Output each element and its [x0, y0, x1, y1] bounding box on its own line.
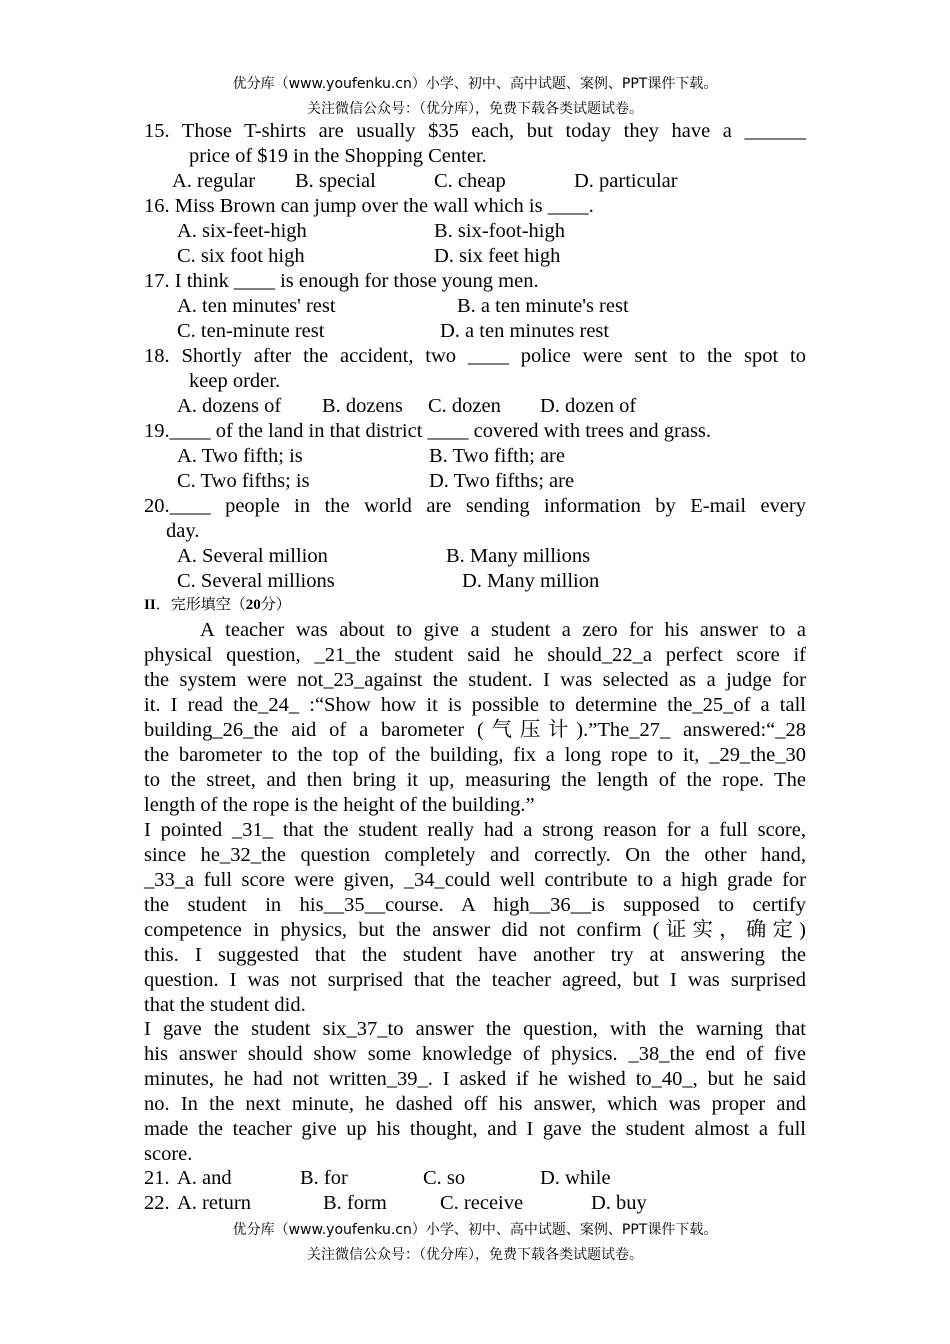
- section-heading: [144, 594, 291, 615]
- q17-option-b: B. a ten minute's rest: [457, 295, 629, 317]
- q16-option-d: D. six feet high: [434, 245, 561, 267]
- question-20-stem-cont: day.: [166, 520, 200, 542]
- section-number: II: [144, 597, 156, 613]
- question-20-stem: 20.____ people in the world are sending information by E-mail every: [144, 495, 806, 517]
- passage-p3-line-6: score.: [144, 1143, 193, 1165]
- question-15-stem: 15. Those T-shirts are usually $35 each, but today they have a ______: [144, 120, 806, 142]
- q21-option-d: D. while: [540, 1167, 611, 1189]
- q19-option-b: B. Two fifth; are: [429, 445, 565, 467]
- q15-option-b: B. special: [295, 170, 376, 192]
- section-title: ．完形填空（: [155, 595, 246, 613]
- q20-option-b: B. Many millions: [446, 545, 591, 567]
- q20-option-d: D. Many million: [462, 570, 600, 592]
- q21-option-a: A. and: [177, 1167, 232, 1189]
- passage-p2-line-7: question. I was not surprised that the teacher agreed, but I was surprised: [144, 969, 806, 991]
- q16-option-c: C. six foot high: [177, 245, 305, 267]
- q16-option-b: B. six-foot-high: [434, 220, 565, 242]
- passage-p2-line-4: the student in his__35__course. A high__36__is supposed to certify: [144, 894, 806, 916]
- q15-option-d: D. particular: [574, 170, 678, 192]
- q22-option-b: B. form: [323, 1192, 387, 1214]
- q16-option-a: A. six-feet-high: [177, 220, 307, 242]
- passage-p2-line-3: _33_a full score were given, _34_could well contribute to a high grade for: [144, 869, 806, 891]
- q21-option-c: C. so: [423, 1167, 466, 1189]
- q22-option-a: A. return: [177, 1192, 252, 1214]
- page-header-line-2: 关注微信公众号：（优分库），免费下载各类试题试卷。: [307, 101, 643, 117]
- question-16-stem: 16. Miss Brown can jump over the wall which is ____.: [144, 195, 594, 217]
- q22-option-c: C. receive: [440, 1192, 524, 1214]
- passage-p3-line-4: no. In the next minute, he dashed off his answer, which was proper and: [144, 1093, 806, 1115]
- question-19-stem: 19.____ of the land in that district ____ covered with trees and grass.: [144, 420, 712, 442]
- passage-p2-line-1: I pointed _31_ that the student really had a strong reason for a full score,: [144, 819, 806, 841]
- page-footer-line-1: 优分库（www.youfenku.cn）小学、初中、高中试题、案例、PPT课件下载。: [232, 1222, 718, 1238]
- q19-option-d: D. Two fifths; are: [429, 470, 575, 492]
- question-18-stem: 18. Shortly after the accident, two ____ police were sent to the spot to: [144, 345, 806, 367]
- q18-option-d: D. dozen of: [540, 395, 637, 417]
- passage-p3-line-5: made the teacher give up his thought, and I gave the student almost a full: [144, 1118, 806, 1140]
- q15-option-a: A. regular: [172, 170, 256, 192]
- q17-option-c: C. ten-minute rest: [177, 320, 325, 342]
- q19-option-c: C. Two fifths; is: [177, 470, 310, 492]
- passage-p1-line-1: A teacher was about to give a student a zero for his answer to a: [200, 619, 806, 641]
- q20-option-a: A. Several million: [177, 545, 328, 567]
- page-footer-line-2: 关注微信公众号：（优分库），免费下载各类试题试卷。: [307, 1247, 643, 1263]
- q18-option-a: A. dozens of: [177, 395, 282, 417]
- section-score: 20: [245, 597, 261, 613]
- passage-p1-line-4: it. I read the_24_ :“Show how it is possible to determine the_25_of a tall: [144, 694, 806, 716]
- passage-p2-line-6: this. I suggested that the student have another try at answering the: [144, 944, 806, 966]
- passage-p2-line-2: since he_32_the question completely and correctly. On the other hand,: [144, 844, 806, 866]
- passage-p3-line-3: minutes, he had not written_39_. I asked if he wished to_40_, but he said: [144, 1068, 806, 1090]
- passage-p2-line-5: competence in physics, but the answer did not confirm (证实，确定): [144, 919, 806, 941]
- q21-option-b: B. for: [300, 1167, 348, 1189]
- passage-p1-line-8: length of the rope is the height of the building.”: [144, 794, 535, 816]
- passage-p1-line-6: the barometer to the top of the building, fix a long rope to it, _29_the_30: [144, 744, 806, 766]
- question-15-stem-cont: price of $19 in the Shopping Center.: [189, 145, 487, 167]
- q15-option-c: C. cheap: [434, 170, 506, 192]
- passage-p2-line-8: that the student did.: [144, 994, 306, 1016]
- question-17-stem: 17. I think ____ is enough for those young men.: [144, 270, 539, 292]
- q22-option-d: D. buy: [591, 1192, 647, 1214]
- passage-p1-line-7: to the street, and then bring it up, measuring the length of the rope. The: [144, 769, 806, 791]
- section-score-unit: 分）: [260, 595, 291, 613]
- q18-option-c: C. dozen: [428, 395, 501, 417]
- q17-option-a: A. ten minutes' rest: [177, 295, 336, 317]
- q19-option-a: A. Two fifth; is: [177, 445, 303, 467]
- question-22-number: 22.: [144, 1192, 170, 1214]
- passage-p1-line-2: physical question, _21_the student said he should_22_a perfect score if: [144, 644, 806, 666]
- question-21-number: 21.: [144, 1167, 170, 1189]
- passage-p3-line-1: I gave the student six_37_to answer the question, with the warning that: [144, 1018, 806, 1040]
- passage-p3-line-2: his answer should show some knowledge of physics. _38_the end of five: [144, 1043, 806, 1065]
- page-header-line-1: 优分库（www.youfenku.cn）小学、初中、高中试题、案例、PPT课件下载。: [232, 76, 718, 92]
- passage-p1-line-5: building_26_the aid of a barometer (气压计).”The_27_ answered:“_28: [144, 719, 806, 741]
- q17-option-d: D. a ten minutes rest: [440, 320, 610, 342]
- q18-option-b: B. dozens: [322, 395, 403, 417]
- passage-p1-line-3: the system were not_23_against the student. I was selected as a judge for: [144, 669, 806, 691]
- question-18-stem-cont: keep order.: [189, 370, 281, 392]
- q20-option-c: C. Several millions: [177, 570, 335, 592]
